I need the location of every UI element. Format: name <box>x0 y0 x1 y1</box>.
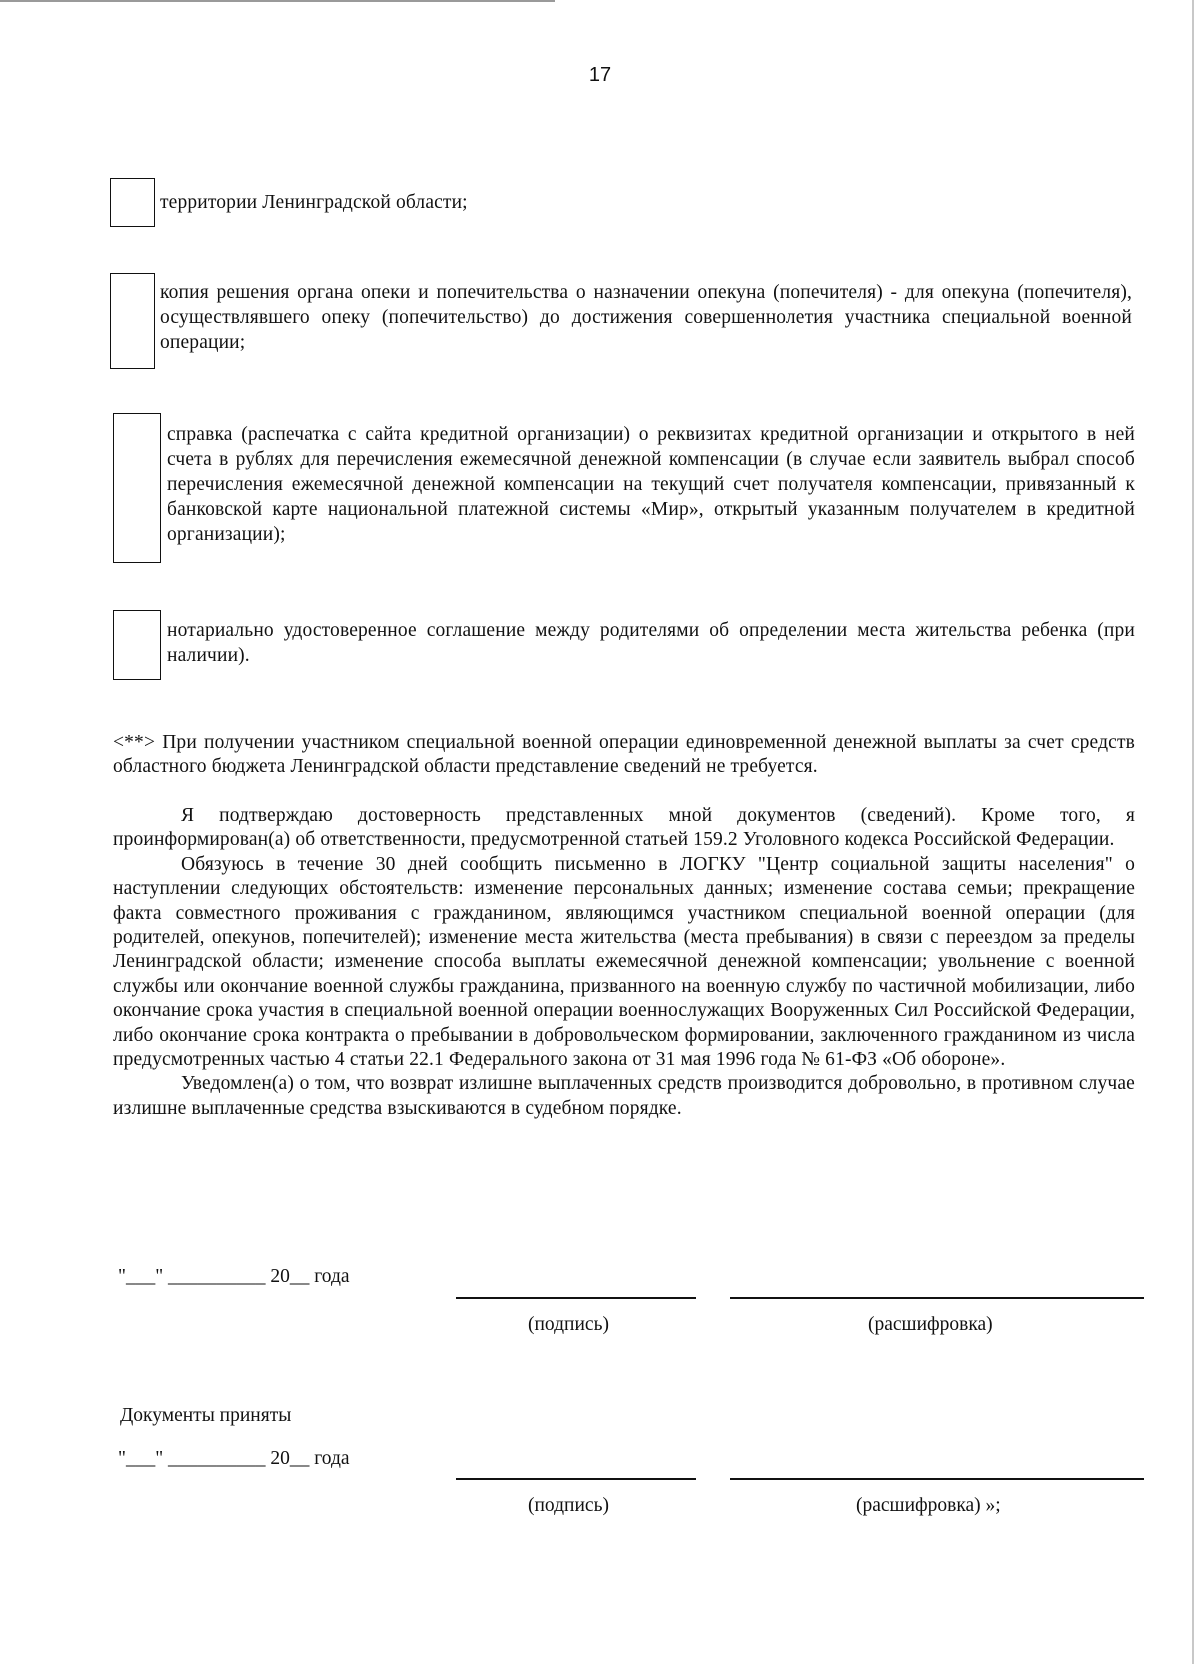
scan-top-edge <box>0 0 555 2</box>
signature-1-sign-line[interactable] <box>456 1297 696 1299</box>
checkbox-item-4[interactable] <box>113 610 161 680</box>
footnote <box>113 731 1135 780</box>
signature-2-decode-line[interactable] <box>730 1478 1144 1480</box>
documents-accepted-title: Документы приняты <box>120 1405 292 1426</box>
checkbox-item-1[interactable] <box>110 178 155 227</box>
checklist-item-3-text: справка (распечатка с сайта кредитной организации) о реквизитах кредитной организации и открытого в ней счета в рублях для перечисления ежемесячной денежной компенсации (в случае если заявитель выбрал способ перечисления ежемесячной денежной компенсации на текущий счет получателя компенсации, привязанный к банковской карте национальной платежной системы «Мир», открытый указанным получателем в кредитной организации); <box>167 424 1135 545</box>
statements <box>113 804 1135 1121</box>
checkbox-item-3[interactable] <box>113 413 161 563</box>
statement-notice: Уведомлен(а) о том, что возврат излишне выплаченных средств производится добровольно, в противном случае излишне выплаченные средства взыскиваются в судебном порядке. <box>113 1073 1135 1119</box>
signature-1-decode-label: (расшифровка) <box>868 1314 993 1335</box>
signature-2-sign-line[interactable] <box>456 1478 696 1480</box>
signature-1-decode-line[interactable] <box>730 1297 1144 1299</box>
scan-right-edge <box>1192 0 1194 1664</box>
page-number: 17 <box>588 64 612 86</box>
signature-2-date: "___" __________ 20__ года <box>118 1448 350 1469</box>
checklist-item-1-text: территории Ленинградской области; <box>160 192 468 213</box>
signature-2-decode-label: (расшифровка) »; <box>856 1495 1001 1516</box>
checklist-item-4-text: нотариально удостоверенное соглашение между родителями об определении места жительства ребенка (при наличии). <box>167 620 1135 666</box>
signature-2-sign-label: (подпись) <box>528 1495 609 1516</box>
statement-obligation: Обязуюсь в течение 30 дней сообщить письменно в ЛОГКУ "Центр социальной защиты населения" о наступлении следующих обстоятельств: изменение персональных данных; изменение состава семьи; прекращение факта совместного проживания с гражданином, являющимся участником специальной военной операции (для родителей, опекунов, попечителей); изменение места жительства (места пребывания) в связи с переездом за пределы Ленинградской области; изменение способа выплаты ежемесячной денежной компенсации; увольнение с военной службы или окончание военной службы гражданина, призванного на военную службу по частичной мобилизации, либо окончание срока участия в специальной военной операции военнослужащих Вооруженных Сил Российской Федерации, либо окончание срока контракта о пребывании в добровольческом формировании, заключенного гражданином из числа предусмотренных частью 4 статьи 22.1 Федерального закона от 31 мая 1996 года № 61-ФЗ «Об обороне». <box>113 853 1135 1071</box>
statement-confirmation: Я подтверждаю достоверность представленных мной документов (сведений). Кроме того, я проинформирован(а) об ответственности, предусмотренной статьей 159.2 Уголовного кодекса Российской Федерации. <box>113 805 1135 851</box>
checklist-item-2-text: копия решения органа опеки и попечительства о назначении опекуна (попечителя) - для опекуна (попечителя), осуществлявшего опеку (попечительство) до достижения совершеннолетия участника специальной военной операции; <box>160 282 1132 353</box>
checkbox-item-2[interactable] <box>110 273 155 369</box>
footnote-text: <**> При получении участником специальной военной операции единовременной денежной выплаты за счет средств областного бюджета Ленинградской области представление сведений не требуется. <box>113 732 1135 778</box>
signature-1-date: "___" __________ 20__ года <box>118 1266 350 1287</box>
signature-1-sign-label: (подпись) <box>528 1314 609 1335</box>
